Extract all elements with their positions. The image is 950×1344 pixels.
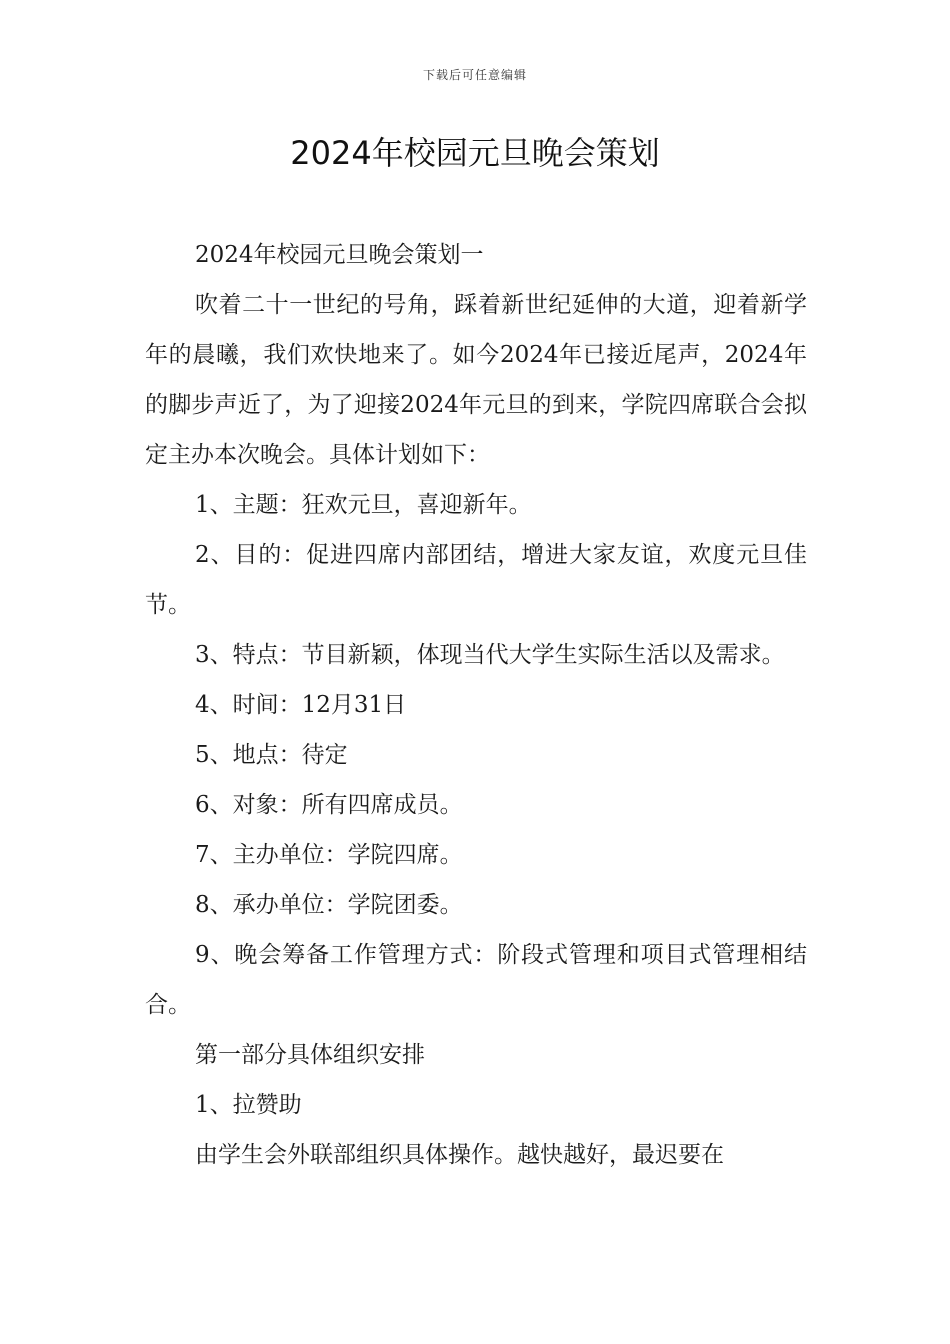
paragraph-sponsorship-detail: 由学生会外联部组织具体操作。越快越好，最迟要在 — [195, 1142, 724, 1168]
paragraph-features: 3、特点：节目新颖，体现当代大学生实际生活以及需求。 — [195, 642, 785, 668]
paragraph-intro: 吹着二十一世纪的号角，踩着新世纪延伸的大道，迎着新学年的晨曦，我们欢快地来了。如今2024年已接近尾声，2024年的脚步声近了，为了迎接2024年元旦的到来，学院四席联合会拟定主办本次晚会。具体计划如下： — [145, 292, 807, 468]
paragraph-audience: 6、对象：所有四席成员。 — [195, 792, 463, 818]
paragraph-purpose: 2、目的：促进四席内部团结，增进大家友谊，欢度元旦佳节。 — [145, 542, 807, 618]
paragraph-theme: 1、主题：狂欢元旦，喜迎新年。 — [195, 492, 532, 518]
paragraph-management: 9、晚会筹备工作管理方式：阶段式管理和项目式管理相结合。 — [145, 942, 807, 1018]
document-body — [145, 230, 807, 1180]
paragraph-time: 4、时间：12月31日 — [195, 692, 407, 718]
page-title: 2024年校园元旦晚会策划 — [290, 134, 660, 172]
paragraph-organizer: 8、承办单位：学院团委。 — [195, 892, 463, 918]
paragraph-location: 5、地点：待定 — [195, 742, 348, 768]
paragraph-subtitle: 2024年校园元旦晚会策划一 — [195, 242, 484, 268]
section-heading: 第一部分具体组织安排 — [195, 1042, 425, 1068]
header-note: 下载后可任意编辑 — [422, 68, 527, 82]
paragraph-sponsorship: 1、拉赞助 — [195, 1092, 302, 1118]
paragraph-host: 7、主办单位：学院四席。 — [195, 842, 463, 868]
